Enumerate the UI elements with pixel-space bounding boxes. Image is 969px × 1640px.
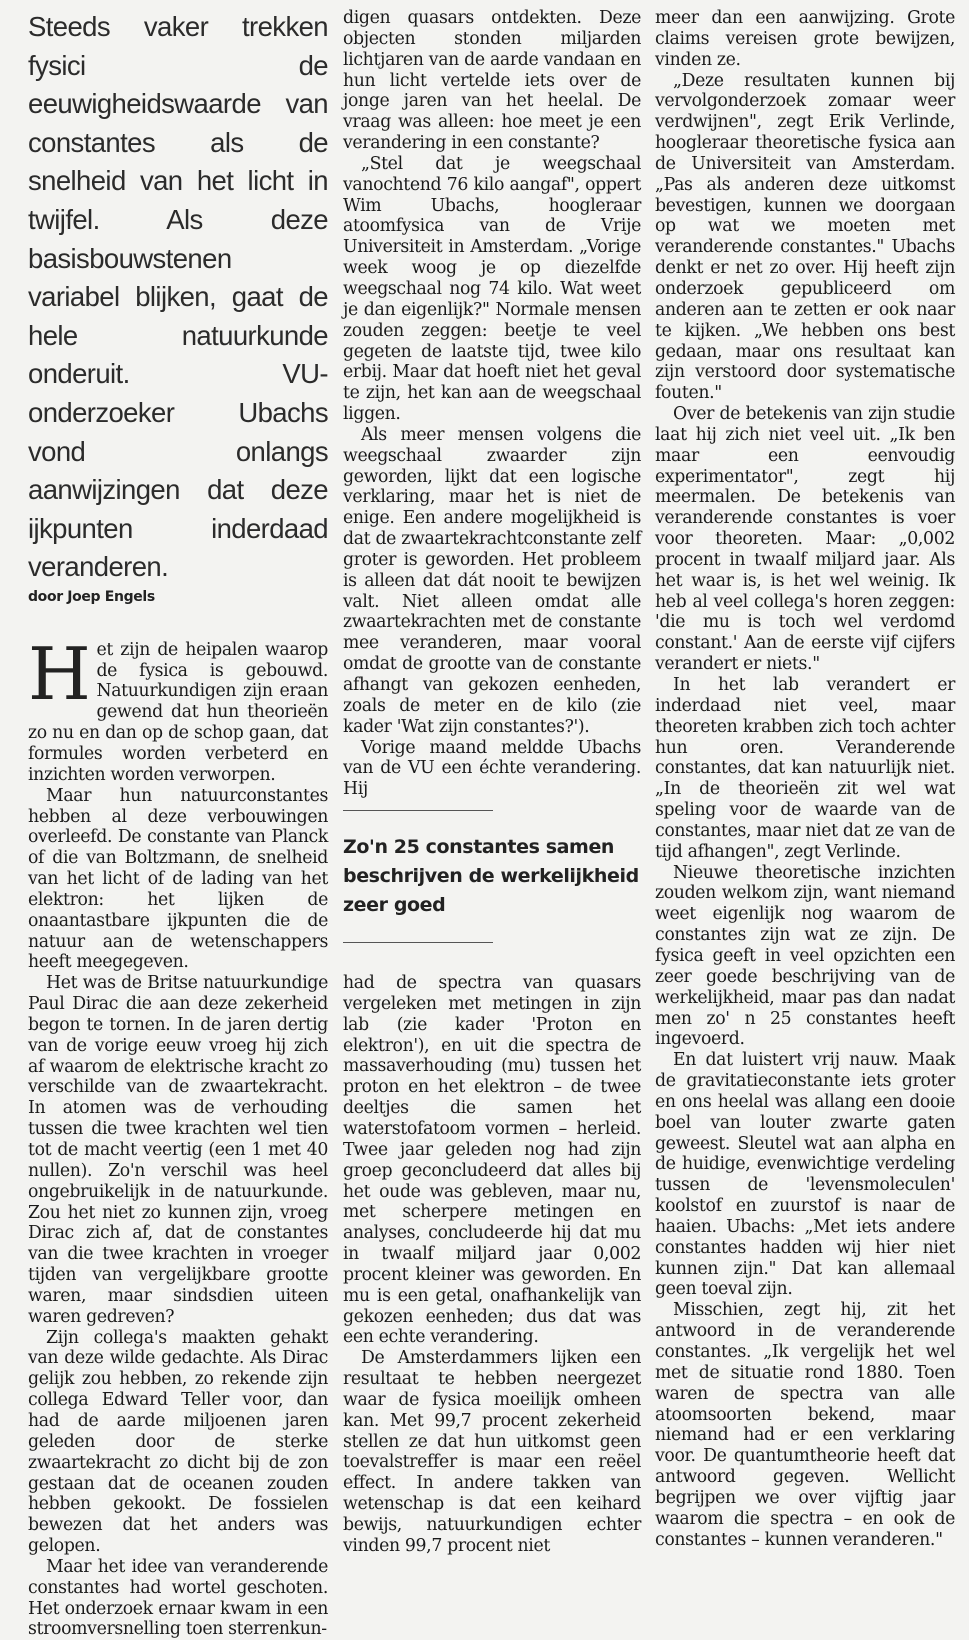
pull-quote: Zo'n 25 constantes samen beschrijven de werkelijkheid zeer goed bbox=[343, 836, 639, 917]
intro-lede: Steeds vaker trekken fysici de eeuwigheidswaarde van constantes als de snelheid van het licht in twijfel. Als deze basisbouwstenen variabel blijken, gaat de hele natuurkunde onderuit. VU-onderzoeker Ubachs vond onlangs aanwijzingen dat deze ijkpunten inderdaad veranderen. bbox=[28, 11, 328, 583]
body-paragraph: Nieuwe theoretische inzichten zouden welkom zijn, want niemand weet eigenlijk nog waarom de constantes zijn wat ze zijn. De fysica geeft in veel opzichten een zeer goede beschrijving van de werkelijkheid, maar pas dan nadat men zo' n 25 constantes heeft ingevoerd. bbox=[655, 862, 955, 1050]
body-paragraph: digen quasars ontdekten. Deze objecten stonden miljarden lichtjaren van de aarde vandaan en hun licht vertelde iets over de jonge jaren van het heelal. De vraag was alleen: hoe meet je een verandering in een constante? bbox=[343, 8, 641, 154]
body-paragraph: Vorige maand meldde Ubachs van de VU een échte verandering. Hij bbox=[343, 737, 641, 800]
pull-quote-rule-bottom bbox=[343, 942, 493, 943]
body-paragraph: „Deze resultaten kunnen bij vervolgonderzoek zomaar weer verdwijnen", zegt Erik Verlinde, hoogleraar theoretische fysica aan de Universiteit van Amsterdam. „Pas als anderen deze uitkomst bevestigen, kunnen we doorgaan op wat we moeten met veranderende constantes." Ubachs denkt er net zo over. Hij heeft zijn onderzoek gepubliceerd om anderen aan te zetten er ook naar te kijken. „We hebben ons best gedaan, maar ons resultaat kan zijn verstoord door systematische fouten." bbox=[655, 70, 955, 404]
body-paragraph: Als meer mensen volgens die weegschaal zwaarder zijn geworden, lijkt dat een logische verklaring, maar het is niet de enige. Een andere mogelijkheid is dat de zwaartekrachtconstante zelf groter is geworden. Het probleem is alleen dat dát nooit te bewijzen valt. Niet alleen omdat alle zwaartekrachten met de constante mee veranderen, maar vooral omdat de grootte van de constante afhangt van gekozen eenheden, zoals de meter en de kilo (zie kader 'Wat zijn constantes?'). bbox=[343, 424, 641, 737]
column-1 bbox=[28, 8, 328, 1640]
pull-quote-rule-top bbox=[343, 810, 493, 811]
column-2 bbox=[343, 8, 641, 1557]
drop-cap: H bbox=[28, 631, 91, 716]
first-paragraph-text: et zijn de heipalen waarop de fysica is gebouwd. Natuurkundigen zijn eraan gewend dat hun theorieën zo nu en dan op de schop gaan, dat formules worden verbeterd en inzichten worden verworpen. bbox=[28, 639, 328, 785]
body-paragraph: Misschien, zegt hij, zit het antwoord in de veranderende constantes. „Ik vergelijk het wel met de situatie rond 1880. Toen waren de spectra van alle atoomsoorten bekend, maar niemand had er een verklaring voor. De quantumtheorie heeft dat antwoord gegeven. Wellicht begrijpen we over vijftig jaar waarom die spectra – en ook de constantes – kunnen veranderen." bbox=[655, 1300, 955, 1550]
body-paragraph: meer dan een aanwijzing. Grote claims vereisen grote bewijzen, vinden ze. bbox=[655, 8, 955, 70]
body-paragraph: De Amsterdammers lijken een resultaat te hebben neergezet waar de fysica moeilijk omheen kan. Met 99,7 procent zekerheid stellen ze dat hun uitkomst geen toevalstreffer is maar een reëel effect. In andere takken van wetenschap is dat een keihard bewijs, natuurkundigen echter vinden 99,7 procent niet bbox=[343, 1348, 641, 1556]
body-paragraph: In het lab verandert er inderdaad niet veel, maar theoreten krabben zich toch achter hun oren. Veranderende constantes, dat kan natuurlijk niet. „In de theorieën zit wel wat speling voor de waarde van de constantes, maar niet dat ze van de tijd afhangen", zegt Verlinde. bbox=[655, 675, 955, 862]
body-paragraph: Zijn collega's maakten gehakt van deze wilde gedachte. Als Dirac gelijk zou hebben, zo rekende zijn collega Edward Teller voor, dan had de aarde miljoenen jaren geleden door de sterke zwaartekracht zo dicht bij de zon gestaan dat de oceanen zouden hebben gekookt. De fossielen bewezen dat het anders was gelopen. bbox=[28, 1327, 328, 1557]
body-paragraph: Het was de Britse natuurkundige Paul Dirac die aan deze zekerheid begon te tornen. In de jaren dertig van de vorige eeuw vroeg hij zich af waarom de elektrische kracht zo verschilde van de zwaartekracht. In atomen was de verhouding tussen die twee krachten wel tien tot de macht veertig (een 1 met 40 nullen). Zo'n verschil was heel ongebruikelijk in de natuurkunde. Zou het niet zo kunnen zijn, vroeg Dirac zich af, dat de constantes van die twee krachten in vroeger tijden van vergelijkbare grootte waren, maar sindsdien uiteen waren gedreven? bbox=[28, 973, 328, 1327]
body-paragraph: Maar het idee van veranderende constantes had wortel geschoten. Het onderzoek ernaar kwam in een stroomversnelling toen sterrenkun- bbox=[28, 1556, 328, 1640]
body-paragraph: Maar hun natuurconstantes hebben al deze verbouwingen overleefd. De constante van Planck of die van Boltzmann, de snelheid van het licht of de lading van het elektron: het lijken de onaantastbare ijkpunten die de natuur aan de wetenschappers heeft meegegeven. bbox=[28, 785, 328, 973]
body-paragraph: En dat luistert vrij nauw. Maak de gravitatieconstante iets groter en ons heelal was allang een dooie boel van louter zwarte gaten geweest. Sleutel wat aan alpha en de huidige, evenwichtige verdeling tussen de 'levensmoleculen' koolstof en zuurstof is naar de haaien. Ubachs: „Met iets andere constantes hadden wij hier niet kunnen zijn." Dat kan allemaal geen toeval zijn. bbox=[655, 1050, 955, 1300]
body-paragraph: had de spectra van quasars vergeleken met metingen in zijn lab (zie kader 'Proton en elektron'), en uit die spectra de massaverhouding (mu) tussen het proton en het elektron – de twee deeltjes die samen het waterstofatoom vormen – herleid. Twee jaar geleden nog had zijn groep geconcludeerd dat alles bij het oude was gebleven, maar nu, met scherpere metingen en analyses, concludeerde hij dat mu in twaalf miljard jaar 0,002 procent kleiner was geworden. En mu is een getal, onafhankelijk van gekozen eenheden; dus dat was een echte verandering. bbox=[343, 973, 641, 1348]
first-paragraph bbox=[28, 631, 328, 786]
column-3 bbox=[655, 8, 955, 1550]
body-paragraph: Over de betekenis van zijn studie laat hij zich niet veel uit. „Ik ben maar een eenvoudig experimentator", zegt hij meermalen. De betekenis van veranderende constantes is voer voor theoreten. Maar: „0,002 procent in twaalf miljard jaar. Als het waar is, is het wel weinig. Ik heb al veel collega's horen zeggen: 'die mu is toch wel verdomd constant.' Aan de eerste vijf cijfers verandert er niets." bbox=[655, 404, 955, 675]
body-paragraph: „Stel dat je weegschaal vanochtend 76 kilo aangaf", oppert Wim Ubachs, hoogleraar atoomfysica van de Vrije Universiteit in Amsterdam. „Vorige week woog je op diezelfde weegschaal nog 74 kilo. Wat weet je dan eigenlijk?" Normale mensen zouden zeggen: beetje te veel gegeten de laatste tijd, twee kilo erbij. Maar dat hoeft niet het geval te zijn, het kan aan de weegschaal liggen. bbox=[343, 153, 641, 425]
byline: door Joep Engels bbox=[28, 588, 155, 605]
